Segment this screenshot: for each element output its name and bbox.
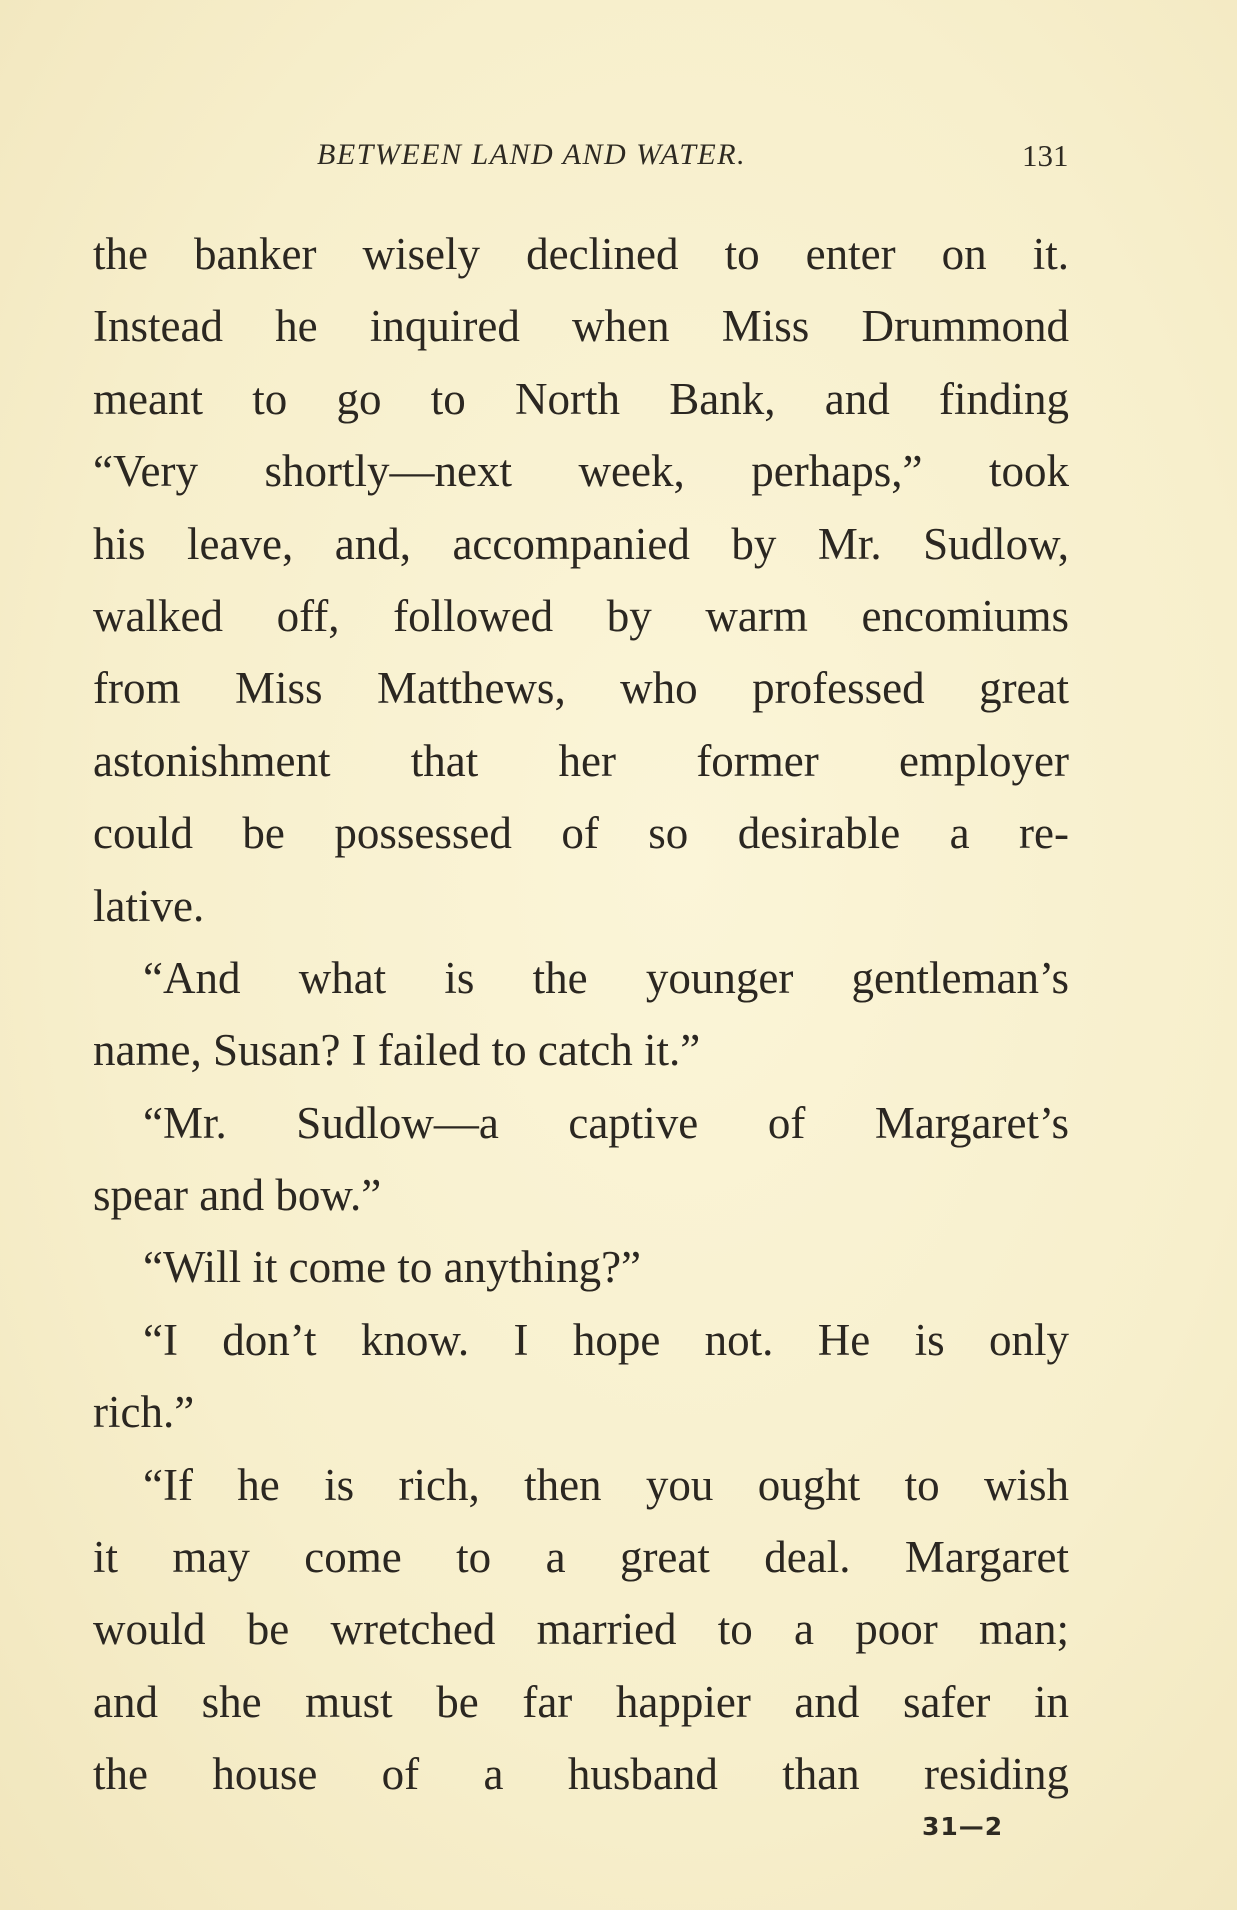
text-line: “If he is rich, then you ought to wish: [143, 1459, 1069, 1510]
body-text: [93, 218, 1069, 1811]
text-line: walked off, followed by warm encomiums: [93, 590, 1069, 641]
text-line: from Miss Matthews, who professed great: [93, 663, 1069, 714]
text-line: and she must be far happier and safer in: [93, 1676, 1069, 1727]
text-line: astonishment that her former employer: [93, 735, 1069, 786]
text-line: the banker wisely declined to enter on it.: [93, 229, 1069, 279]
text-line: spear and bow.”: [93, 1170, 382, 1221]
text-line: “Will it come to anything?”: [143, 1242, 642, 1293]
text-line: his leave, and, accompanied by Mr. Sudlow,: [93, 518, 1069, 569]
text-line: the house of a husband than residing: [93, 1749, 1069, 1800]
text-line: Instead he inquired when Miss Drummond: [93, 301, 1069, 352]
text-line: could be possessed of so desirable a re-: [93, 808, 1069, 859]
text-line: “Very shortly—next week, perhaps,” took: [93, 446, 1069, 497]
running-head: [0, 138, 1237, 182]
signature-mark: 31—2: [922, 1812, 1004, 1841]
text-line: would be wretched married to a poor man;: [93, 1604, 1069, 1655]
text-line: “And what is the younger gentleman’s: [143, 952, 1069, 1003]
text-line: rich.”: [93, 1387, 195, 1438]
text-line: “Mr. Sudlow—a captive of Margaret’s: [143, 1097, 1069, 1148]
text-line: lative.: [93, 880, 205, 931]
text-line: meant to go to North Bank, and finding: [93, 373, 1069, 424]
page-number: 131: [1022, 138, 1069, 173]
text-line: name, Susan? I failed to catch it.”: [93, 1025, 701, 1076]
text-line: it may come to a great deal. Margaret: [93, 1532, 1069, 1583]
text-line: “I don’t know. I hope not. He is only: [143, 1314, 1069, 1365]
running-title: BETWEEN LAND AND WATER.: [317, 138, 747, 171]
